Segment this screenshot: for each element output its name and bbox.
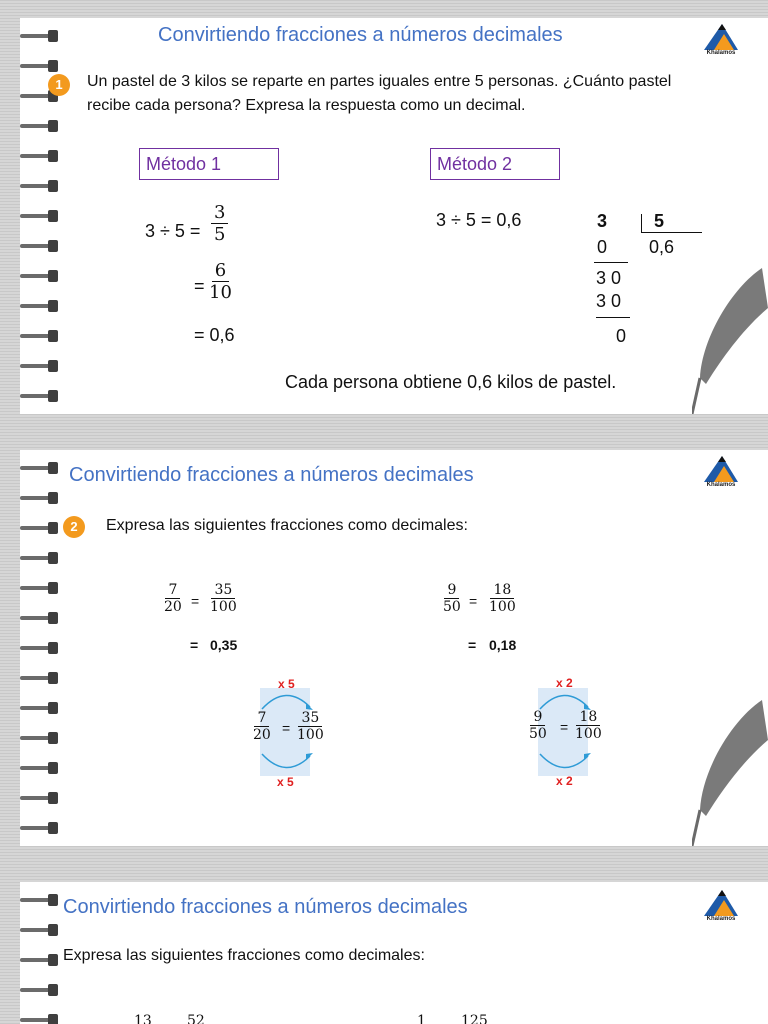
equals-sign: = (468, 637, 477, 653)
equals-sign: = (469, 593, 478, 609)
fraction-18-100: $\frac{18}{100}$ (489, 582, 516, 615)
khalamos-logo: Khalamos (700, 454, 742, 492)
division-quotient: 0,6 (649, 237, 675, 257)
fraction-18-100: $\frac{18}{100}$ (575, 709, 602, 742)
slide-1 (20, 18, 768, 414)
division-bracket (641, 214, 702, 233)
fraction-35-100: $\frac{35}{100}$ (210, 582, 237, 615)
notebook-rings (20, 450, 68, 846)
equals-sign: = (282, 720, 291, 736)
notebook-rings (20, 882, 68, 1024)
question-number-badge: 2 (63, 516, 85, 538)
m1-fraction-3-5: $\frac{3}{5}$ (211, 202, 228, 245)
multiplier-label: x 5 (278, 677, 295, 691)
result-0-35: 0,35 (210, 637, 238, 653)
multiplier-label: x 5 (277, 775, 294, 789)
khalamos-logo: Khalamos (700, 888, 742, 926)
m2-expression: 3 ÷ 5 = 0,6 (436, 210, 522, 230)
slide-title: Convirtiendo fracciones a números decimales (63, 896, 468, 918)
result-0-18: 0,18 (489, 637, 517, 653)
curved-arrow-icon (256, 689, 316, 711)
equals-sign: = (191, 593, 200, 609)
numerator-1: 1 (417, 1013, 426, 1024)
conclusion-text: Cada persona obtiene 0,6 kilos de pastel. (285, 372, 617, 392)
m1-fraction-6-10: $\frac{6}{10}$ (209, 260, 232, 303)
feather-icon (692, 268, 768, 414)
numerator-13: 13 (134, 1013, 152, 1024)
division-line-1 (594, 262, 628, 263)
fraction-7-20: $\frac{7}{20}$ (253, 710, 271, 743)
khalamos-logo: Khalamos (700, 22, 742, 60)
division-dividend: 3 (597, 211, 608, 231)
problem-text-line1: Un pastel de 3 kilos se reparte en partes iguales entre 5 personas. ¿Cuánto pastel (87, 73, 672, 90)
curved-arrow-icon (534, 689, 594, 711)
division-row-2: 3 0 (596, 291, 622, 311)
fraction-35-100: $\frac{35}{100}$ (297, 710, 324, 743)
question-number-badge: 1 (48, 74, 70, 96)
slide-title: Convirtiendo fracciones a números decimales (69, 464, 474, 486)
multiplier-label: x 2 (556, 676, 573, 690)
feather-icon (692, 700, 768, 846)
slide-2 (20, 450, 768, 846)
multiplier-label: x 2 (556, 774, 573, 788)
division-row-1: 3 0 (596, 268, 622, 288)
m1-equals: = (194, 276, 205, 296)
fraction-9-50: $\frac{9}{50}$ (443, 582, 461, 615)
division-remainder: 0 (616, 326, 627, 346)
m1-expression: 3 ÷ 5 = (145, 221, 201, 241)
problem-text-line2: recibe cada persona? Expresa la respuesta como un decimal. (87, 97, 526, 114)
fraction-7-20: $\frac{7}{20}$ (164, 582, 182, 615)
mountain-icon (700, 454, 742, 484)
method-2-box: Método 2 (430, 148, 560, 180)
equals-sign: = (190, 637, 199, 653)
curved-arrow-icon (256, 752, 316, 774)
instruction-text: Expresa las siguientes fracciones como decimales: (106, 517, 468, 534)
numerator-52: 52 (187, 1013, 205, 1024)
m1-result: = 0,6 (194, 325, 235, 345)
mountain-icon (700, 22, 742, 52)
curved-arrow-icon (534, 752, 594, 774)
slide-3 (20, 882, 768, 1024)
division-divisor: 5 (654, 211, 665, 231)
division-zero: 0 (597, 237, 608, 257)
numerator-125: 125 (461, 1013, 488, 1024)
slide-title: Convirtiendo fracciones a números decimales (158, 24, 563, 46)
equals-sign: = (560, 719, 569, 735)
instruction-text: Expresa las siguientes fracciones como decimales: (63, 947, 425, 964)
method-1-box: Método 1 (139, 148, 279, 180)
mountain-icon (700, 888, 742, 918)
fraction-9-50: $\frac{9}{50}$ (529, 709, 547, 742)
division-line-2 (596, 317, 630, 318)
